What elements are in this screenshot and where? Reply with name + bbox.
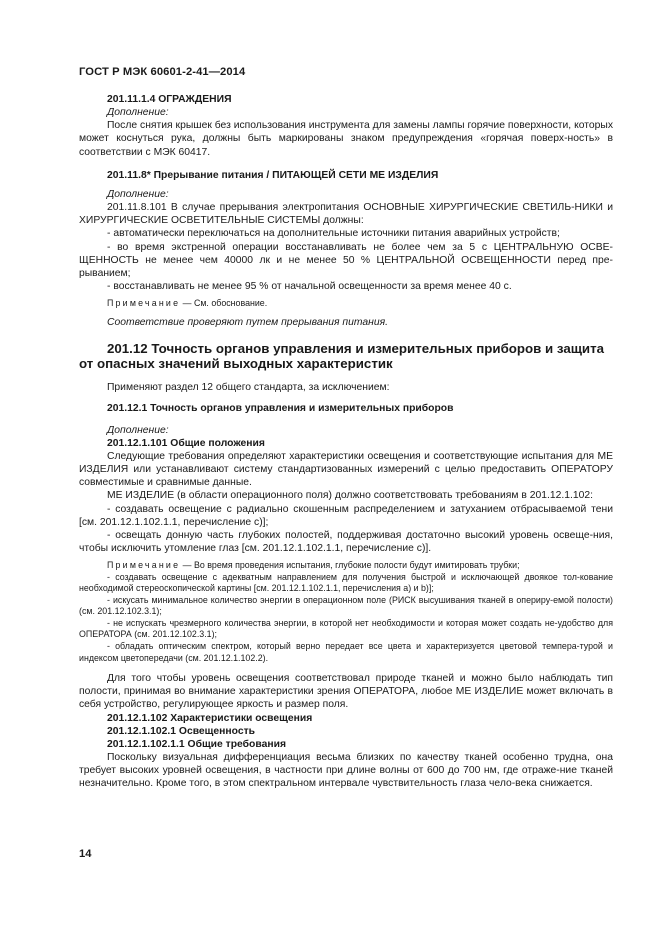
subsection-title-201-12-1-101: 201.12.1.101 Общие положения: [107, 437, 265, 449]
paragraph-visual-differentiation: Поскольку визуальная дифференциация весьма близких по качеству тканей особенно трудна, она требует высоких уровней освещения, в частности при длине волны от 600 до 700 нм, где отраже-ние тканей незначительно. Кроме того, в этом спектральном интервале чувствительность глаза чело-века снижается.: [79, 752, 613, 790]
note-list-item: - искусать минимальное количество энергии в операционном поле (РИСК высушивания тканей в опериру-емой полости) (см. 201.12.102.3.1);: [79, 594, 613, 617]
addition-label: Дополнение:: [107, 107, 169, 119]
paragraph-brightness-device: Для того чтобы уровень освещения соответствовал природе тканей и можно было наблюдать тип полости, принимая во внимание характеристики зрения ОПЕРАТОРА, любое МЕ ИЗДЕЛИЕ может включать в себя устройство, регулирующее яркость и размер поля.: [79, 673, 613, 711]
section-title-201-12: 201.12 Точность органов управления и измерительных приборов и защита от опасных значений выходных характеристик: [79, 340, 605, 372]
document-code-header: ГОСТ Р МЭК 60601-2-41—2014: [79, 66, 246, 78]
subsection-title-201-12-1-102-1-1: 201.12.1.102.1.1 Общие требования: [107, 738, 286, 750]
list-item: - автоматически переключаться на дополнительные источники питания аварийных устройств;: [107, 228, 560, 240]
paragraph-applies-clause-12: Применяют раздел 12 общего стандарта, за исключением:: [107, 382, 390, 394]
page-number: 14: [79, 848, 92, 860]
subsection-title-201-12-1-102: 201.12.1.102 Характеристики освещения: [107, 712, 313, 724]
paragraph-general: Следующие требования определяют характеристики освещения и соответствующие испытания для МЕ ИЗДЕЛИЯ или устанавливают систему стандартизованных измерений с целью предоставить ОПЕРАТОРУ совместимые и сравнимые данные.: [79, 450, 613, 489]
section-title-201-11-8: 201.11.8* Прерывание питания / ПИТАЮЩЕЙ СЕТИ МЕ ИЗДЕЛИЯ: [107, 169, 439, 181]
note-list-item: - создавать освещение с адекватным направлением для получения быстрой и исключающей двоякое тол-кование необходимой стереоскопической картины [см. 201.12.1.102.1.1, перечисления а) и b)];: [79, 571, 613, 594]
note-text: — Во время проведения испытания, глубокие полости будут имитировать трубки;: [180, 560, 520, 571]
section-title-201-11-1-4: 201.11.1.4 ОГРАЖДЕНИЯ: [107, 94, 232, 105]
note-list-item: - не испускать чрезмерного количества энергии, в которой нет необходимости и которая может создать не-удобство для ОПЕРАТОРА (см. 201.12.102.3.1);: [79, 617, 613, 640]
section-title-201-12-1: 201.12.1 Точность органов управления и измерительных приборов: [107, 403, 454, 415]
compliance-statement: Соответствие проверяют путем прерывания питания.: [107, 316, 388, 328]
paragraph-power-interruption: 201.11.8.101 В случае прерывания электропитания ОСНОВНЫЕ ХИРУРГИЧЕСКИЕ СВЕТИЛЬ-НИКИ и ХИРУРГИЧЕСКИЕ ОСВЕТИТЕЛЬНЫЕ СИСТЕМЫ должны:: [79, 202, 613, 227]
note: [79, 298, 613, 310]
paragraph-hot-surfaces: После снятия крышек без использования инструмента для замены лампы горячие поверхности, которых может коснуться рука, должны быть маркированы знаком предупреждения «горячая поверх-ность» в соответствии с МЭК 60417.: [79, 120, 613, 158]
addition-label: Дополнение:: [107, 424, 169, 436]
list-item: - во время экстренной операции восстанавливать не более чем за 5 с ЦЕНТРАЛЬНУЮ ОСВЕ-ЩЕННОСТЬ не менее чем 40000 лк и не менее 50 % ЦЕНТРАЛЬНОЙ ОСВЕЩЕННОСТИ перед пре-рыванием;: [79, 241, 613, 279]
list-item: - создавать освещение с радиально скошенным распределением и затуханием отбрасываемой тени [см. 201.12.1.102.1.1, перечисление с)];: [79, 503, 613, 528]
list-item: - восстанавливать не менее 95 % от начальной освещенности за время менее 40 с.: [107, 281, 512, 293]
note: [79, 560, 613, 572]
addition-label: Дополнение:: [107, 188, 169, 200]
subsection-title-201-12-1-102-1: 201.12.1.102.1 Освещенность: [107, 725, 256, 737]
note-label: Примечание: [107, 560, 181, 571]
note-text: — См. обоснование.: [180, 298, 268, 309]
list-item: - освещать донную часть глубоких полостей, поддерживая достаточно высокий уровень освеще-ния, чтобы исключить утомление глаз [см. 201.12.1.102.1.1, перечисление с)].: [79, 529, 613, 555]
note-label: Примечание: [107, 298, 181, 309]
paragraph-requirements: МЕ ИЗДЕЛИЕ (в области операционного поля) должно соответствовать требованиям в 201.12.1.102:: [107, 490, 594, 502]
document-body: [79, 93, 613, 791]
note-list-item: - обладать оптическим спектром, который верно передает все цвета и характеризуется цветовой темпера-турой и индексом цветопередачи (см. 201.12.1.102.2).: [79, 641, 613, 663]
